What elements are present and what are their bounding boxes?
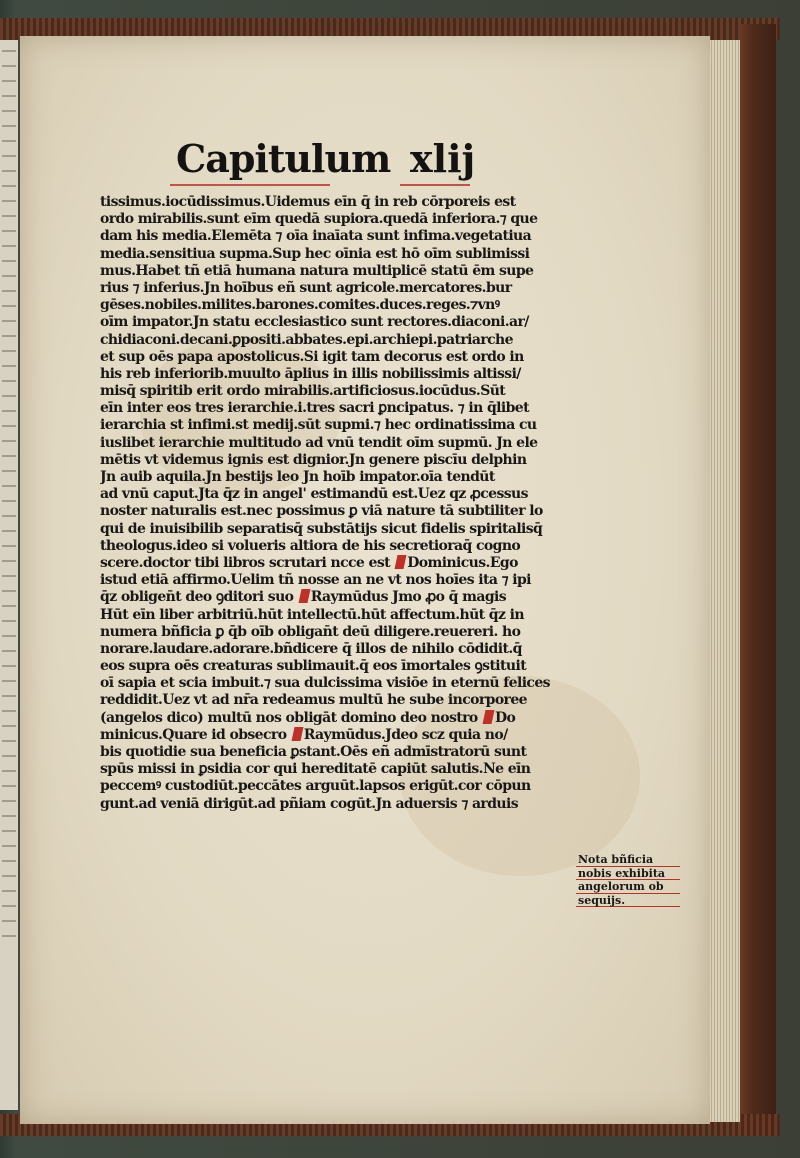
- text-line: bis quotidie sua beneficia ꝑstant.Oēs eñ admīstratorū sunt: [100, 744, 527, 760]
- facing-page-text-trace: [2, 80, 16, 82]
- facing-page-text-trace: [2, 410, 16, 412]
- facing-page-text-trace: [2, 830, 16, 832]
- facing-page-text-trace: [2, 470, 16, 472]
- text-line: gunt.ad veniā dirigūt.ad pñiam cogūt.Jn aduersis ⁊ arduis: [100, 795, 518, 812]
- binding-spine-edge: [738, 24, 776, 1136]
- text-line: Jn auib aquila.Jn bestijs leo Jn hoīb impator.oīa tendūt: [100, 469, 495, 485]
- facing-page-text-trace: [2, 215, 16, 217]
- facing-page-text-trace: [2, 635, 16, 637]
- rubric-paragraph-mark: [291, 727, 303, 741]
- text-line: rius ⁊ inferius.Jn hoībus eñ sunt agricole.mercatores.bur: [100, 279, 512, 296]
- text-line: Hūt eīn liber arbitriū.hūt intellectū.hūt affectum.hūt q̄z in: [100, 606, 524, 623]
- facing-page-text-trace: [2, 320, 16, 322]
- facing-page-text-trace: [2, 170, 16, 172]
- facing-page-text-trace: [2, 440, 16, 442]
- facing-page-text-trace: [2, 500, 16, 502]
- text-line: media.sensitiua supma.Sup hec oīnia est hō oīm sublimissi: [100, 245, 530, 262]
- facing-page-text-trace: [2, 560, 16, 562]
- running-head: [160, 136, 480, 190]
- text-line: eos supra oēs creaturas sublimauit.q̄ eos īmortales ꝯstituit: [100, 658, 527, 675]
- facing-page-text-trace: [2, 890, 16, 892]
- facing-page-text-trace: [2, 425, 16, 427]
- facing-page-text-trace: [2, 905, 16, 907]
- facing-page-text-trace: [2, 380, 16, 382]
- facing-page-text-trace: [2, 770, 16, 772]
- text-line: numera bñficia ꝑ q̄b oīb obligan̄t deū diligere.reuereri. ho: [100, 623, 521, 640]
- facing-page-text-trace: [2, 305, 16, 307]
- text-line: ad vnū caput.Jta q̄z in angel' estimandū est.Uez qz ꝓcessus: [100, 486, 528, 503]
- text-line: ordo mirabilis.sunt eīm quedā supiora.quedā inferiora.⁊ que: [100, 211, 538, 228]
- text-line: his reb inferiorib.muulto āplius in illis nobilissimis altissi/: [100, 365, 521, 382]
- facing-page-text-trace: [2, 725, 16, 727]
- facing-page-text-trace: [2, 935, 16, 937]
- text-line: qui de inuisibilib separatisq̄ substātijs sicut fidelis spiritalisq̄: [100, 520, 543, 537]
- rubric-paragraph-mark: [482, 710, 494, 724]
- rubric-underline: [400, 184, 470, 186]
- facing-page-text-trace: [2, 800, 16, 802]
- folio-number: xlij: [410, 136, 476, 181]
- body-text-block: [100, 194, 580, 813]
- facing-page-text-trace: [2, 290, 16, 292]
- facing-page-text-trace: [2, 755, 16, 757]
- text-line: oī sapia et scia imbuit.⁊ sua dulcissima visiōe in eternū felices: [100, 675, 550, 692]
- text-line: gēses.nobiles.milites.barones.comites.duces.reges.⁊vnꝰ: [100, 297, 500, 314]
- marginal-note-line: nobis exhibita: [576, 868, 680, 881]
- facing-page-text-trace: [2, 605, 16, 607]
- facing-page-text-trace: [2, 230, 16, 232]
- facing-page-text-trace: [2, 845, 16, 847]
- facing-page-text-trace: [2, 110, 16, 112]
- text-line: chidiaconi.decani.ꝑpositi.abbates.epi.archiepi.patriarche: [100, 331, 513, 348]
- text-line: oīm impator.Jn statu ecclesiastico sunt rectores.diaconi.ar/: [100, 314, 529, 331]
- text-line: istud etiā affirmo.Uelim tñ nosse an ne vt nos hoīes ita ⁊ ipi: [100, 572, 531, 589]
- facing-page-text-trace: [2, 65, 16, 67]
- facing-page-sliver: [0, 40, 18, 1110]
- text-line: spūs missi in ꝑsidia cor qui hereditatē capiūt salutis.Ne eīn: [100, 761, 531, 778]
- marginal-note-line: Nota bñficia: [576, 854, 680, 867]
- facing-page-text-trace: [2, 695, 16, 697]
- text-line: et sup oēs papa apostolicus.Si igit̄ tam decorus est ordo in: [100, 348, 524, 365]
- facing-page-text-trace: [2, 50, 16, 52]
- facing-page-text-trace: [2, 95, 16, 97]
- text-line: noster naturalis est.nec possimus ꝑ viā nature tā subtiliter lo: [100, 503, 543, 520]
- text-line: iuslibet ierarchie multitudo ad vnū tendit oīm supmū. Jn ele: [100, 434, 538, 451]
- facing-page-text-trace: [2, 125, 16, 127]
- rubric-paragraph-mark: [298, 589, 310, 603]
- facing-page-text-trace: [2, 200, 16, 202]
- facing-page-text-trace: [2, 815, 16, 817]
- marginal-note: [576, 854, 680, 908]
- text-line: dam his media.Elemēta ⁊ oīa inaīata sunt infima.vegetatiua: [100, 228, 532, 245]
- facing-page-text-trace: [2, 395, 16, 397]
- text-line: reddidit.Uez vt ad nr̄a redeamus multū he sube incorporee: [100, 692, 527, 709]
- facing-page-text-trace: [2, 740, 16, 742]
- facing-page-text-trace: [2, 155, 16, 157]
- facing-page-text-trace: [2, 590, 16, 592]
- text-line: norare.laudare.adorare.bñdicere q̄ illos de nihilo cōdidit.q̄: [100, 640, 522, 657]
- facing-page-text-trace: [2, 665, 16, 667]
- facing-page-text-trace: [2, 530, 16, 532]
- text-line: mētis vt videmus ignis est dignior.Jn genere piscīu delphin: [100, 451, 527, 468]
- rubric-paragraph-mark: [395, 555, 407, 569]
- text-line: theologus.ideo si volueris altiora de his secretioraq̄ cogno: [100, 537, 521, 554]
- facing-page-text-trace: [2, 710, 16, 712]
- text-line: ierarchia st̄ infimi.st̄ medij.sūt supmi.⁊ hec ordinatissima cu: [100, 417, 537, 434]
- facing-page-text-trace: [2, 245, 16, 247]
- rubric-underline: [170, 184, 330, 186]
- facing-page-text-trace: [2, 680, 16, 682]
- text-line: minicus.Quare id obsecro Raymūdus.Jdeo scz quia no/: [100, 726, 508, 743]
- facing-page-text-trace: [2, 650, 16, 652]
- text-line: misq̄ spiritib erit ordo mirabilis.artificiosus.iocūdus.Sūt: [100, 383, 506, 400]
- facing-page-text-trace: [2, 185, 16, 187]
- facing-page-text-trace: [2, 920, 16, 922]
- facing-page-text-trace: [2, 860, 16, 862]
- marginal-note-line: angelorum ob: [576, 881, 680, 894]
- facing-page-text-trace: [2, 455, 16, 457]
- facing-page-text-trace: [2, 275, 16, 277]
- chapter-heading: Capitulum: [176, 136, 391, 181]
- text-line: (angelos dico) multū nos obligāt domino deo nostro Do: [100, 709, 516, 726]
- manuscript-page: [20, 36, 710, 1124]
- facing-page-text-trace: [2, 350, 16, 352]
- text-line: mus.Habet tñ etiā humana natura multiplicē statū ēm supe: [100, 262, 534, 279]
- facing-page-text-trace: [2, 620, 16, 622]
- facing-page-text-trace: [2, 365, 16, 367]
- facing-page-text-trace: [2, 335, 16, 337]
- text-line: scere.doctor tibi libros scrutari ncce est Dominicus.Ego: [100, 554, 518, 571]
- text-line: peccemꝰ custodiūt.peccātes arguūt.lapsos erigūt.cor cōpun: [100, 778, 531, 795]
- marginal-note-line: sequijs.: [576, 895, 680, 908]
- facing-page-text-trace: [2, 485, 16, 487]
- text-line: q̄z obligen̄t deo ꝯditori suo Raymūdus Jmo ꝓo q̄ magis: [100, 589, 507, 606]
- facing-page-text-trace: [2, 140, 16, 142]
- text-line: tissimus.iocūdissimus.Uidemus eīn q̄ in reb cōrporeis est: [100, 194, 516, 210]
- facing-page-text-trace: [2, 575, 16, 577]
- text-line: eīn inter eos tres ierarchie.i.tres sacri ꝑncipatus. ⁊ in q̄libet: [100, 400, 529, 417]
- facing-page-text-trace: [2, 260, 16, 262]
- facing-page-text-trace: [2, 785, 16, 787]
- facing-page-text-trace: [2, 545, 16, 547]
- facing-page-text-trace: [2, 515, 16, 517]
- facing-page-text-trace: [2, 875, 16, 877]
